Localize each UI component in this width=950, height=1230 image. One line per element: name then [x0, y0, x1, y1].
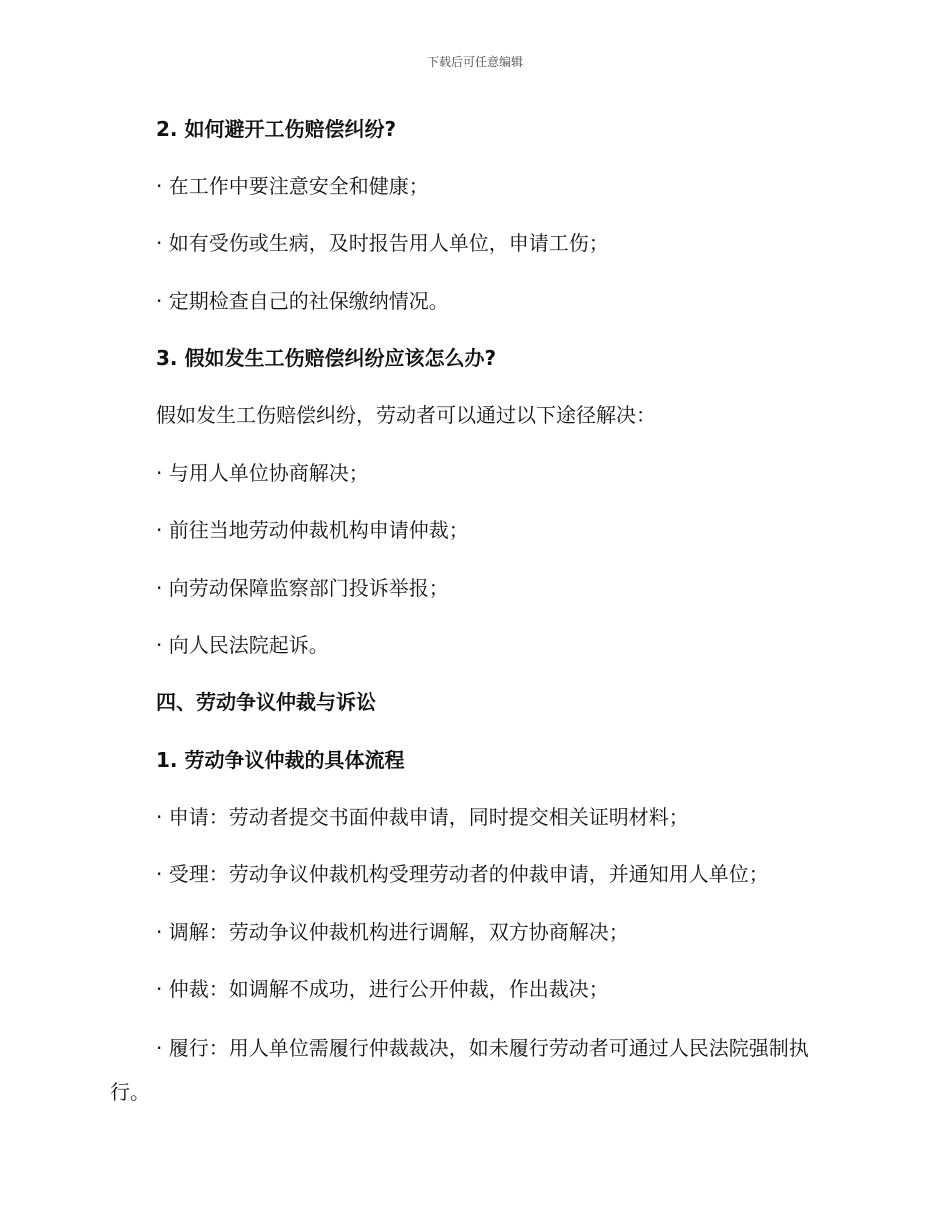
bullet-paragraph: · 履行：用人单位需履行仲裁裁决，如未履行劳动者可通过人民法院强制执行。	[110, 1036, 809, 1104]
bullet-item: · 申请：劳动者提交书面仲裁申请，同时提交相关证明材料；	[156, 805, 689, 829]
section-heading: 2. 如何避开工伤赔偿纠纷?	[156, 117, 397, 141]
bullet-item: · 定期检查自己的社保缴纳情况。	[156, 289, 449, 313]
bullet-item: · 调解：劳动争议仲裁机构进行调解，双方协商解决；	[156, 920, 629, 944]
body-text: 假如发生工伤赔偿纠纷，劳动者可以通过以下途径解决：	[156, 403, 656, 427]
bullet-item: · 在工作中要注意安全和健康；	[156, 174, 429, 198]
bullet-item: · 如有受伤或生病，及时报告用人单位，申请工伤；	[156, 231, 609, 255]
bullet-item: · 向劳动保障监察部门投诉举报；	[156, 576, 449, 600]
bullet-item: · 受理：劳动争议仲裁机构受理劳动者的仲裁申请，并通知用人单位；	[156, 862, 769, 886]
bullet-item: · 与用人单位协商解决；	[156, 461, 369, 485]
page-header: 下载后可任意编辑	[426, 55, 523, 69]
section-heading: 1. 劳动争议仲裁的具体流程	[156, 748, 405, 772]
bullet-item: · 前往当地劳动仲裁机构申请仲裁；	[156, 518, 469, 542]
section-heading: 3. 假如发生工伤赔偿纠纷应该怎么办?	[156, 346, 497, 370]
chapter-heading: 四、劳动争议仲裁与诉讼	[156, 690, 376, 714]
bullet-item: · 仲裁：如调解不成功，进行公开仲裁，作出裁决；	[156, 977, 609, 1001]
bullet-item: · 向人民法院起诉。	[156, 633, 329, 657]
